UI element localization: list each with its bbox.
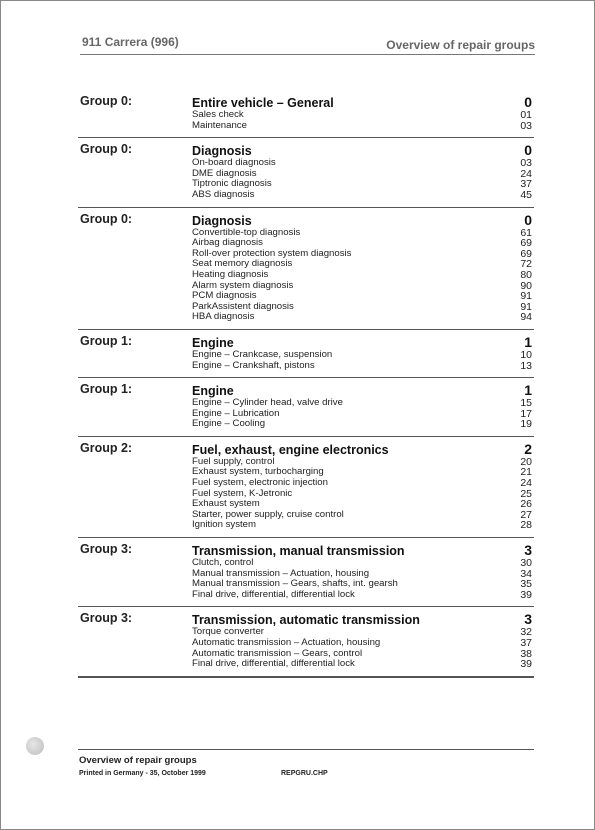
group-label: Group 1: xyxy=(80,382,133,397)
group-item-text: Ignition system xyxy=(192,519,256,531)
group-item-text: Engine – Lubrication xyxy=(192,407,280,419)
group-body xyxy=(192,541,534,600)
repair-group xyxy=(78,436,534,537)
group-body xyxy=(192,211,534,323)
group-item-number: 25 xyxy=(520,487,532,500)
footer-rule xyxy=(78,749,534,750)
group-item-number: 45 xyxy=(520,188,532,201)
group-item-number: 01 xyxy=(520,109,532,121)
group-item-number: 19 xyxy=(520,418,532,431)
group-item xyxy=(192,350,534,361)
group-item-number: 91 xyxy=(520,300,532,313)
group-number: 1 xyxy=(524,382,532,399)
group-title-row xyxy=(192,610,534,627)
group-item-number: 30 xyxy=(520,557,532,570)
repair-group xyxy=(78,329,534,377)
group-item-text: Convertible-top diagnosis xyxy=(192,226,301,238)
group-item-number: 17 xyxy=(520,407,532,420)
repair-group xyxy=(78,90,534,137)
group-item-number: 15 xyxy=(520,397,532,410)
group-item-number: 13 xyxy=(520,359,532,372)
repair-group xyxy=(78,377,534,436)
group-item-text: Exhaust system xyxy=(192,498,260,510)
group-item-text: Final drive, differential, differential lock xyxy=(192,658,355,670)
group-item-text: Airbag diagnosis xyxy=(192,237,263,249)
group-item xyxy=(192,270,534,281)
group-title: Transmission, automatic transmission xyxy=(192,613,420,628)
group-title-row xyxy=(192,93,534,110)
group-item xyxy=(192,520,534,531)
header-rule xyxy=(80,54,535,55)
group-item-text: Starter, power supply, cruise control xyxy=(192,508,344,520)
group-title: Engine xyxy=(192,335,234,350)
group-body xyxy=(192,141,534,200)
group-number: 3 xyxy=(524,542,532,559)
group-item-number: 27 xyxy=(520,508,532,521)
group-number: 0 xyxy=(524,211,532,228)
group-item-text: ParkAssistent diagnosis xyxy=(192,300,294,312)
group-title: Diagnosis xyxy=(192,213,252,228)
group-title-row xyxy=(192,141,534,158)
group-item-number: 91 xyxy=(520,290,532,303)
group-title-row xyxy=(192,440,534,457)
group-item-number: 03 xyxy=(520,157,532,170)
punch-hole xyxy=(26,737,44,755)
group-item xyxy=(192,659,534,670)
group-number: 2 xyxy=(524,440,532,457)
group-title: Entire vehicle – General xyxy=(192,96,334,110)
repair-group xyxy=(78,207,534,329)
group-item xyxy=(192,121,534,132)
group-item xyxy=(192,110,534,121)
group-item-number: 35 xyxy=(520,578,532,591)
group-item-number: 10 xyxy=(520,348,532,361)
group-item-number: 69 xyxy=(520,247,532,260)
group-label: Group 0: xyxy=(80,142,133,157)
repair-group xyxy=(78,606,534,677)
group-item-text: Heating diagnosis xyxy=(192,268,269,280)
group-item-number: 72 xyxy=(520,258,532,271)
group-title: Fuel, exhaust, engine electronics xyxy=(192,442,389,457)
group-item-text: Maintenance xyxy=(192,119,247,131)
group-item-number: 39 xyxy=(520,588,532,601)
group-item-number: 26 xyxy=(520,498,532,511)
group-item-text: Automatic transmission – Actuation, housing xyxy=(192,637,381,648)
group-body xyxy=(192,381,534,430)
group-item-number: 94 xyxy=(520,311,532,324)
group-item-number: 69 xyxy=(520,237,532,250)
group-item-text: Fuel system, electronic injection xyxy=(192,477,328,489)
group-item-text: Final drive, differential, differential lock xyxy=(192,588,355,600)
group-item-number: 37 xyxy=(520,178,532,191)
group-label: Group 2: xyxy=(80,440,133,455)
repair-group xyxy=(78,537,534,606)
group-item-number: 39 xyxy=(520,658,532,671)
group-item-text: Manual transmission – Actuation, housing xyxy=(192,567,370,579)
group-title-row xyxy=(192,333,534,350)
group-number: 1 xyxy=(524,333,532,350)
group-label: Group 3: xyxy=(80,542,133,557)
header-section: Overview of repair groups xyxy=(386,38,535,52)
repair-group xyxy=(78,137,534,206)
group-item-text: Sales check xyxy=(192,109,244,120)
group-item xyxy=(192,312,534,323)
group-item-text: ABS diagnosis xyxy=(192,188,255,200)
group-item-number: 34 xyxy=(520,567,532,580)
group-item-text: Seat memory diagnosis xyxy=(192,258,293,270)
group-number: 0 xyxy=(524,142,532,159)
group-item-number: 24 xyxy=(520,477,532,490)
group-item-text: PCM diagnosis xyxy=(192,290,257,302)
group-body xyxy=(192,93,534,131)
group-item-text: Fuel supply, control xyxy=(192,455,275,467)
group-title: Engine xyxy=(192,384,234,399)
group-body xyxy=(192,610,534,669)
group-item-text: DME diagnosis xyxy=(192,167,257,179)
group-number: 3 xyxy=(524,611,532,628)
group-item xyxy=(192,361,534,372)
group-item xyxy=(192,419,534,430)
group-title-row xyxy=(192,211,534,228)
footer-printed: Printed in Germany - 35, October 1999 xyxy=(79,770,206,777)
group-item-number: 38 xyxy=(520,647,532,660)
group-item-number: 20 xyxy=(520,455,532,468)
group-item-number: 24 xyxy=(520,167,532,180)
group-item-number: 80 xyxy=(520,268,532,281)
group-item-text: Tiptronic diagnosis xyxy=(192,178,272,190)
group-item-text: Manual transmission – Gears, shafts, int. gearsh xyxy=(192,578,398,590)
group-item xyxy=(192,190,534,201)
group-label: Group 0: xyxy=(80,211,133,226)
group-item xyxy=(192,638,534,649)
group-title: Transmission, manual transmission xyxy=(192,544,405,559)
group-item-text: Torque converter xyxy=(192,626,264,638)
group-label: Group 1: xyxy=(80,333,133,348)
group-item-text: Automatic transmission – Gears, control xyxy=(192,647,363,659)
group-item-text: Clutch, control xyxy=(192,557,254,569)
group-item-text: Engine – Cylinder head, valve drive xyxy=(192,397,343,409)
header-model: 911 Carrera (996) xyxy=(82,35,179,49)
group-body xyxy=(192,333,534,371)
footer-title: Overview of repair groups xyxy=(79,755,197,766)
group-item-number: 03 xyxy=(520,119,532,132)
group-title-row xyxy=(192,381,534,398)
group-item-text: Engine – Cooling xyxy=(192,418,266,430)
group-item-number: 90 xyxy=(520,279,532,292)
group-item-text: Engine – Crankshaft, pistons xyxy=(192,359,315,371)
group-item-number: 28 xyxy=(520,519,532,532)
group-item-text: HBA diagnosis xyxy=(192,311,255,323)
group-item-number: 21 xyxy=(520,466,532,479)
group-item-number: 61 xyxy=(520,226,532,239)
repair-groups-list xyxy=(78,90,534,678)
group-item-text: Alarm system diagnosis xyxy=(192,279,294,291)
group-item-text: Exhaust system, turbocharging xyxy=(192,466,324,478)
group-title-row xyxy=(192,541,534,558)
group-item-number: 32 xyxy=(520,626,532,639)
group-item-text: Roll-over protection system diagnosis xyxy=(192,247,352,259)
group-item-text: Engine – Crankcase, suspension xyxy=(192,348,333,360)
group-number: 0 xyxy=(524,94,532,110)
group-item-number: 37 xyxy=(520,637,532,649)
group-title: Diagnosis xyxy=(192,144,252,159)
group-item xyxy=(192,590,534,601)
group-label: Group 3: xyxy=(80,611,133,626)
group-label: Group 0: xyxy=(80,94,133,108)
group-body xyxy=(192,440,534,531)
group-item-text: On-board diagnosis xyxy=(192,157,276,169)
group-item-text: Fuel system, K-Jetronic xyxy=(192,487,293,499)
footer-code: REPGRU.CHP xyxy=(281,770,328,777)
